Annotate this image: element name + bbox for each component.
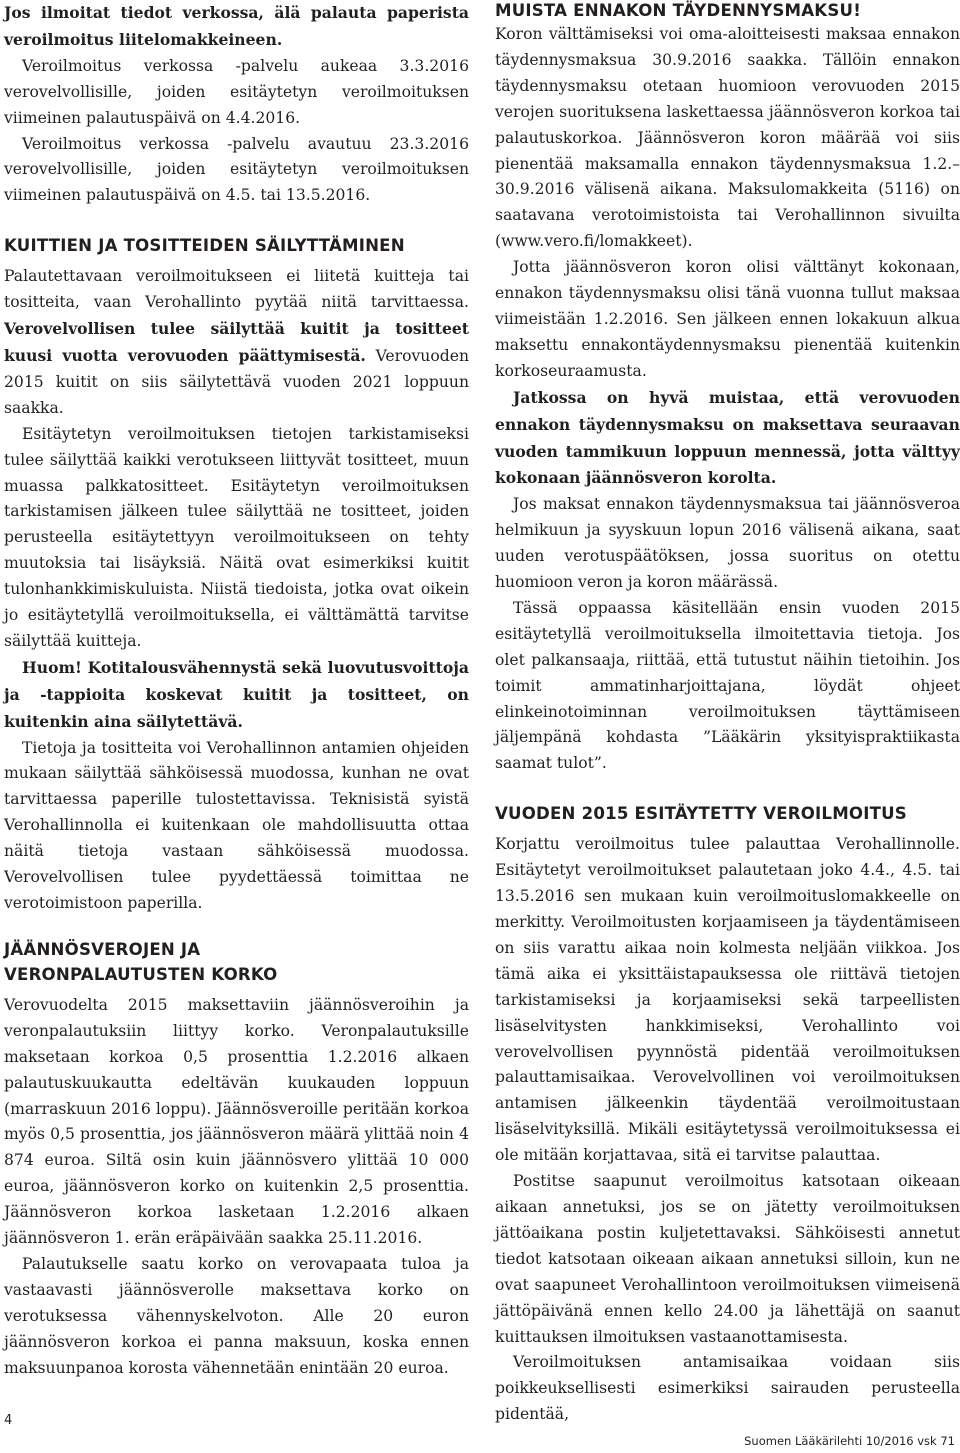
magazine-credit: Suomen Lääkärilehti 10/2016 vsk 71 — [744, 1434, 955, 1448]
korko-paragraph-1: Verovuodelta 2015 maksettaviin jäännösveroihin ja veronpalautuksiin liittyy korko. Veronpalautuksille maksetaan korkoa 0,5 prosenttia 1.2.2016 alkaen palautuskuukautta edeltävän kuukauden loppuun (marraskuun 2016 loppu). Jäännösveroille peritään korkoa myös 0,5 prosenttia, jos jäännösveron määrä ylittää noin 4 874 euroa. Siltä osin kuin jäännösvero ylittää 10 000 euroa, jäännösveron korko on kuitenkin 2,5 prosenttia. Jäännösveron korkoa lasketaan 1.2.2016 alkaen jäännösveron 1. erän eräpäivään saakka 25.11.2016. — [4, 995, 469, 1248]
muista-paragraph-4: Jos maksat ennakon täydennysmaksua tai jäännösveroa helmikuun ja syyskuun lopun 2016 välisenä aikana, saat uuden verotuspäätöksen, jossa suoritus on otettu huomioon veron ja koron määrässä. — [495, 495, 960, 592]
korko-paragraph-2: Palautukselle saatu korko on verovapaata tuloa ja vastaavasti jäännösverolle maksettava korko on verotuksessa vähennyskelvoton. Alle 20 euron jäännösveron korkoa ei panna maksuun, koska ennen maksuunpanoa korosta vähennetään enintään 20 euroa. — [4, 1254, 469, 1377]
muista-paragraph-3: Jatkossa on hyvä muistaa, että verovuoden ennakon täydennysmaksu on maksettava seuraavan vuoden tammikuun loppuun mennessä, jotta välttyy kokonaan jäännösveron korolta. — [495, 387, 960, 488]
heading-vuoden-2015-esitaytetty: VUODEN 2015 ESITÄYTETTY VEROILMOITUS — [495, 804, 907, 824]
heading-kuittien-sailyttaminen: KUITTIEN JA TOSITTEIDEN SÄILYTTÄMINEN — [4, 236, 405, 256]
kuitit-paragraph-3: Tietoja ja tositteita voi Verohallinnon antamien ohjeiden mukaan säilyttää sähköisessä muodossa, kunhan ne ovat tarvittaessa paperille tulostettavissa. Teknisistä syistä Verohallinnolla ei kuitenkaan ole mahdollisuutta ottaa näitä tietoja vastaan sähköisessä muodossa. Verovelvollisen tulee pyydettäessä toimittaa ne verotoimistoon paperilla. — [4, 738, 469, 912]
vuoden-paragraph-2: Postitse saapunut veroilmoitus katsotaan oikeaan aikaan annetuksi, jos se on jätetty veroilmoituksen jättöaikana postin kuljetettavaksi. Sähköisesti annetut tiedot katsotaan oikeaan aikaan annetuksi silloin, kun ne ovat saapuneet Verohallintoon veroilmoituksen viimeisenä jättöpäivänä ennen kello 24.00 ja lähettäjä on saanut kuittauksen ilmoituksen vastaanottamisesta. — [495, 1172, 960, 1346]
heading-jaannosverojen-korko: JÄÄNNÖSVEROJEN JA VERONPALAUTUSTEN KORKO — [4, 939, 278, 984]
huom-paragraph: Huom! Kotitalousvähennystä sekä luovutusvoittoja ja -tappioita koskevat kuitit ja tositteet, on kuitenkin aina säilytettävä. — [4, 657, 469, 731]
intro-paragraph-1: Veroilmoitus verkossa -palvelu aukeaa 3.3.2016 verovelvollisille, joiden esitäytetyn veroilmoituksen viimeinen palautuspäivä on 4.4.2016. — [4, 56, 469, 127]
vuoden-paragraph-3: Veroilmoituksen antamisaikaa voidaan siis poikkeuksellisesti esimerkiksi sairauden perusteella pidentää, — [495, 1353, 960, 1424]
muista-paragraph-5: Tässä oppaassa käsitellään ensin vuoden 2015 esitäytetyllä veroilmoituksella ilmoitettavia tietoja. Jos olet palkansaaja, riittää, että tutustut näihin tietoihin. Jos toimit ammatinharjoittajana, löydät ohjeet elinkeinotoiminnan veroilmoituksen täyttämiseen jäljempänä kohdasta ”Lääkärin yksityispraktiikasta saamat tulot”. — [495, 598, 960, 773]
muista-paragraph-1: Koron välttämiseksi voi oma-aloitteisesti maksaa ennakon täydennysmaksua 30.9.2016 saakka. Tällöin ennakon täydennysmaksu otetaan huomioon verovuoden 2015 verojen suorituksena laskettaessa jäännösveron korkoa tai palautuskorkoa. Jäännösveron koron määrää voi siis pienentää maksamalla ennakon täydennysmaksua 1.2.–30.9.2016 välisenä aikana. Maksulomakkeita (5116) on saatavana verotoimistoista tai Verohallinnon sivuilta (www.vero.fi/lomakkeet). — [495, 25, 960, 251]
left-column — [4, 0, 469, 1382]
page-number: 4 — [4, 1413, 13, 1428]
muista-paragraph-2: Jotta jäännösveron koron olisi välttänyt kokonaan, ennakon täydennysmaksu olisi tänä vuonna tullut maksaa viimeistään 1.2.2016. Sen jälkeen ennen lokakuun alkua maksettu ennakontäydennysmaksu pienentää kuitenkin korkoseuraamusta. — [495, 258, 960, 380]
kuitit-paragraph-1: Palautettavaan veroilmoitukseen ei liitetä kuitteja tai tositteita, vaan Verohallinto pyytää niitä tarvittaessa. Verovelvollisen tulee säilyttää kuitit ja tositteet kuusi vuotta verovuoden päättymisestä. Verovuoden 2015 kuitit on siis säilytettävä vuoden 2021 loppuun saakka. — [4, 267, 469, 417]
intro-bold-paragraph: Jos ilmoitat tiedot verkossa, älä palauta paperista veroilmoitus liitelomakkeineen. — [4, 3, 469, 49]
vuoden-paragraph-1: Korjattu veroilmoitus tulee palauttaa Verohallinnolle. Esitäytetyt veroilmoitukset palautetaan joko 4.4., 4.5. tai 13.5.2016 sen mukaan kuin veroilmoituslomakkeelle on merkitty. Veroilmoitusten korjaamiseen ja täydentämiseen on siis varattu aikaa noin kolmesta neljään viikkoa. Jos tämä aika ei yksittäistapauksessa ole riittävä tietojen tarkistamiseksi ja korjaamiseksi sekä tarpeellisten lisäselvitysten hankkimiseksi, Verohallinto voi verovelvollisen pyynnöstä pidentää veroilmoituksen palauttamisaikaa. Verovelvollinen voi veroilmoituksen antamisen jälkeenkin täydentää veroilmoitustaan lisäselvityksillä. Mikäli esitäytetyssä veroilmoituksessa ei ole mitään korjattavaa, sitä ei tarvitse palauttaa. — [495, 835, 960, 1165]
heading-muista-ennakon-taydennysmaksu: MUISTA ENNAKON TÄYDENNYSMAKSU! — [495, 1, 861, 20]
right-column — [495, 0, 960, 1428]
kuitit-paragraph-2: Esitäytetyn veroilmoituksen tietojen tarkistamiseksi tulee säilyttää kaikki verotukseen liittyvät tositteet, muun muassa palkkatositteet. Esitäytetyn veroilmoituksen tarkistamisen jälkeen tulee säilyttää ne tositteet, joiden perusteella esitäytettyyn veroilmoitukseen on tehty muutoksia tai lisäyksiä. Näitä ovat esimerkiksi kuitit tulonhankkimiskuluista. Niistä tiedoista, jotka ovat oikein jo esitäytetyllä veroilmoituksella, ei välttämättä tarvitse säilyttää kuitteja. — [4, 424, 469, 650]
intro-paragraph-2: Veroilmoitus verkossa -palvelu avautuu 23.3.2016 verovelvollisille, joiden esitäytetyn veroilmoituksen viimeinen palautuspäivä on 4.5. tai 13.5.2016. — [4, 134, 469, 205]
